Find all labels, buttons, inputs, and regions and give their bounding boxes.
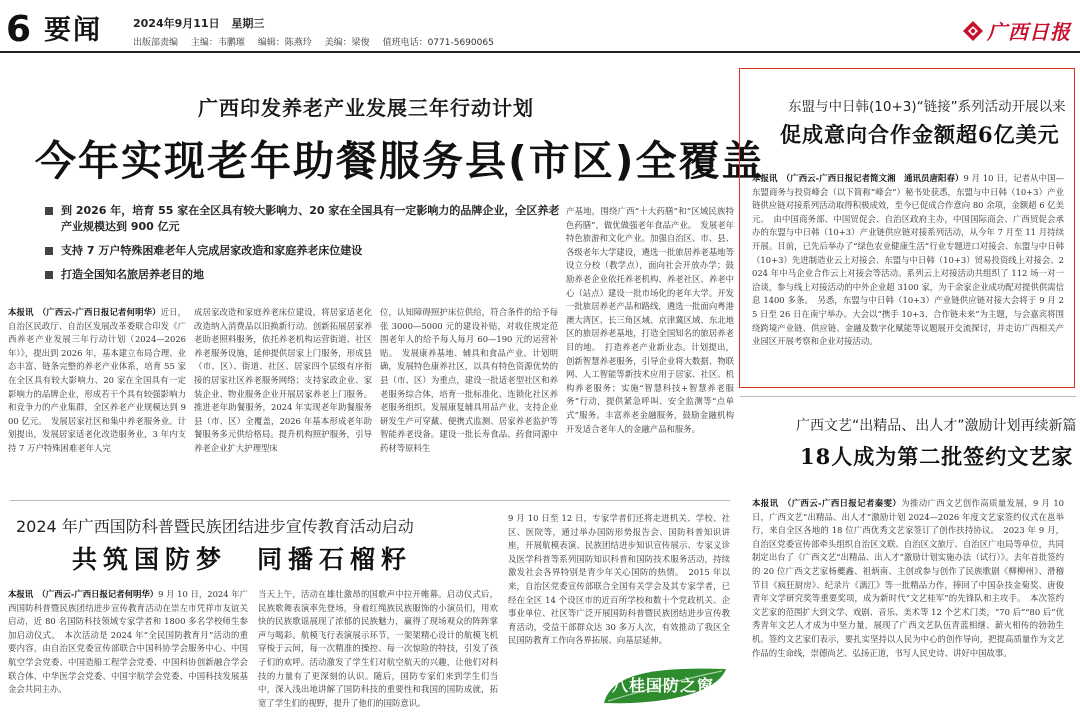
column-logo-badge bbox=[602, 665, 728, 707]
asean-lead: 本报讯 （广西云-广西日报记者简文湘 通讯员唐阳春） bbox=[752, 173, 964, 183]
artists-body bbox=[752, 497, 1064, 709]
artists-headline: 18人成为第二批签约文艺家 bbox=[800, 444, 1074, 469]
bullet-item bbox=[45, 243, 565, 259]
main-kicker: 广西印发养老产业发展三年行动计划 bbox=[198, 96, 534, 120]
defense-column-3: 9 月 10 日至 12 日，专家学者们还将走进机关、学校、社区、医院等，通过举办国防形势报告会、国防科普知识讲座，开展航模表演、民族团结进步知识宣传展示、专家义诊及医学科普等系列国防知识科普和国防技术服务活动，持续激发社会各界特别是青少年关心国防的热情。 2015 年以来，自治区党委宣传部联合全国有关学会及其专家学者，已经在全区 14 个设区市的近百所学校和数十个党政机关、企事业单位、社区等广泛开展国防科普暨民族团结进步宣传教育活动，受益干部群众达 30 多万人次，有效推动了我区全民国防教育工作向各界拓展、向基层延伸。 bbox=[508, 513, 730, 646]
artists-lead: 本报讯 （广西云-广西日报记者秦雯） bbox=[752, 498, 902, 508]
bullet-text: 打造全国知名旅居养老目的地 bbox=[61, 268, 204, 281]
logo-text: 广西日报 bbox=[987, 20, 1071, 44]
bullet-item bbox=[45, 267, 565, 283]
defense-headline-part-b: 同播石榴籽 bbox=[257, 545, 413, 574]
logo-mark-icon bbox=[962, 20, 984, 42]
defense-headline-part-a: 共筑国防梦 bbox=[72, 545, 228, 574]
editor-credit: 主编：韦鹏璀 bbox=[190, 38, 245, 48]
page-number: 6 bbox=[6, 9, 32, 50]
defense-column-1 bbox=[8, 588, 248, 710]
header-rule bbox=[0, 51, 1080, 53]
asean-body bbox=[752, 172, 1064, 380]
newspaper-logo bbox=[962, 16, 1071, 45]
masthead bbox=[0, 0, 1080, 62]
defense-column-2: 当天上午，活动在雄壮激昂的国歌声中拉开帷幕。启动仪式后，民族歌舞表演率先登场，身着红绳族民族服饰的小演员们，用欢快的民族歌谣展现了浓郁的民族魅力，赢得了现场观众的阵阵掌声与喝彩。航模飞行表演展示环节，一架架精心设计的航模飞机穿梭于云间，每一次精准的操控、每一次惊险的特技，引发了孩子们的欢呼。活动激发了学生们对航空航天的兴趣，让他们对科技的力量有了更深刻的认识。随后，国防专家们来到学生们当中，深入浅出地讲解了国防科技的重要性和我国的国防成就，拓宽了学生们的视野，提升了他们的国防意识。 bbox=[258, 589, 498, 708]
main-column-3: 位，认知障碍照护床位供给，符合条件的给予每张 3000—5000 元的建设补贴，对收住规定范围老年人的给予每人每月 60—190 元的运营补贴。 发展康养基地、辅具和食品产业。计划明确，发展特色康养社区，以具有特色资源优势的县（市、区）为重点，建设一批适老型社区和养老服务综合体，培育一批标准化、连锁化社区养老服务组织。发展康复辅具用品产业，支持企业研发生产可穿戴、便携式监测、居家养老监护等智能养老设备。建设一批长寿食品、药食同源中药材等原料生 bbox=[380, 307, 558, 453]
artists-kicker: 广西文艺“出精品、出人才”激励计划再续新篇 bbox=[796, 418, 1077, 434]
asean-text: 9 月 10 日，记者从中国—东盟商务与投资峰会（以下简称“峰会”）秘书处获悉，东盟与中日韩（10+3）产业链供应链对接系列活动取得积极成效，至今已促成合作意向 80 余项，金额超 6 亿美元。 由中国商务部、中国贸促会、自治区政府主办，中国国际商会、广西贸促会承办的东盟与中日韩（10+3）产业链供应链对接系列活动，从今年 7 月至 11 月持续开展。目前，已先后举办了“绿色农业健康生活”行业专题进口对接会、东盟与中日韩（10+3）先进制造业云上对接会、东盟与中日韩（10+3）贸易投资线上对接会、2024 年中马企业合作云上对接会等活动。系列云上对接活动共组织了 112 场一对一洽谈，参与线上对接活动的中外企业超 3100 家，为千余家企业成功配对提供供需信息 1400 多条。 另悉，东盟与中日韩（10+3）产业链供应链对接大会将于 9 月 25 日至 26 日在南宁举办。大会以“携手 10+3、合作链未来”为主题，与会嘉宾将围绕跨境产业链、供应链、金融及数字化赋能等议题展开交流探讨，并走访广西相关产业园区开展考察和企业对接活动。 bbox=[752, 173, 1064, 347]
section-name: 要闻 bbox=[44, 15, 102, 46]
square-bullet-icon bbox=[45, 271, 53, 279]
main-column-2: 成居家改造和家庭养老床位建设，将居家适老化改造纳入消费品以旧换新行动。创新拓展居家养老助老照料服务，依托养老机构运营街道、社区养老服务设施，延伸提供居家上门服务，形成县（市、区）、街道、社区、居家四个层级有序衔接的居家社区养老服务网络；支持家政企业、家装企业、物业服务企业开展居家养老上门服务。推进老年助餐服务，2024 年实现老年助餐服务县（市、区）全覆盖，2026 年基本形成老年助餐服务多元供给格局。提升机构照护服务，引导养老企业扩大护理型床 bbox=[194, 307, 372, 453]
bullet-text: 到 2026 年，培育 55 家在全区具有较大影响力、20 家在全国具有一定影响力的品牌企业，全区养老产业规模达到 900 亿元 bbox=[61, 204, 560, 233]
issue-unit: 出版部责编 bbox=[133, 38, 179, 48]
asean-headline: 促成意向合作金额超6亿美元 bbox=[780, 122, 1060, 147]
main-headline: 今年实现老年助餐服务县(市区)全覆盖 bbox=[35, 137, 765, 185]
staff-credits bbox=[133, 35, 504, 48]
weekday-text: 星期三 bbox=[231, 17, 265, 30]
square-bullet-icon bbox=[45, 207, 53, 215]
artists-text: 为推动广西文艺创作高质量发展，9 月 10 日，广西文艺“出精品、出人才”激励计划 2024—2026 年度文艺家签约仪式在邕举行，来自全区各地的 18 位广西优秀文艺家签订了创作扶持协议。 2023 年 9 月，自治区党委宣传部牵头组织自治区文联、自治区文旅厅、自治区广电局等单位，共同制定出台了《广西文艺“出精品、出人才”激励计划实施办法（试行）》。去年首批签约的 20 位广西文艺家杨夔鑫、祖炳南、主创或参与创作了民族歌剧《柳柳州》、滑稽节目《疯狂厨房》、纪录片《漓江》等一批精品力作，捧回了中国杂技金菊奖、唐俊青年文学研究奖等重要奖项，成为新时代“文艺桂军”的先锋队和主攻手。 本次签约文艺家的范围扩大到文学、戏剧、音乐、美术等 12 个艺术门类，“70 后”“80 后”优秀青年文艺人才成为中坚力量，展现了广西文艺队伍青蓝相继、薪火相传的勃勃生机。签约文艺家们表示，要扎实坚持以人民为中心的创作导向，把提高质量作为文艺作品的生命线，崇德尚艺、弘扬正道，书写人民史诗、讲好中国故事。 bbox=[752, 498, 1064, 658]
square-bullet-icon bbox=[45, 247, 53, 255]
defense-lead: 本报讯 （广西云-广西日报记者何明华） bbox=[8, 589, 159, 599]
main-bullets bbox=[45, 203, 565, 291]
main-column-4: 产基地，围绕广西“十大药膳”和“区域民族特色药膳”，做优做强老年食品产业。 发展老年特色旅游和文化产业。加强自治区、市、县、各级老年大学建设，遴选一批旅居养老基地等设立分校（教学点），面向社会开放办学；鼓励养老企业依托养老机构、养老社区、养老中心（站点）建设一批市场化的老年大学。开发一批旅居养老产品和路线，遴选一批面向粤港澳大湾区、长三角区域、京津冀区域、东北地区的旅居养老基地，打造全国知名的旅居养老目的地。 打造养老产业新业态。计划提出，创新智慧养老服务，引导企业将大数据、物联网、人工智能等新技术应用于居家、社区、机构养老服务；实施“智慧科技+智慧养老服务”行动，提供紧急呼叫、安全监测等“点单式”服务。丰富养老金融服务，鼓励金融机构开发适合老年人的金融产品和服务。 bbox=[566, 206, 734, 434]
bullet-item bbox=[45, 203, 565, 235]
column-logo-text: 八桂国防之窗 bbox=[612, 676, 715, 695]
main-col1-text: 近日，自治区民政厅、自治区发展改革委联合印发《广西养老产业发展三年行动计划（2024—2026年）》，提出到 2026 年，基本建立布局合理、业态丰富、链条完整的养老产业体系，培育 55 家在全区具有较大影响力、20 家在全国具有一定影响力的品牌企业，形成若干个具有较强影响力和竞争力的产业集群，全区养老产业规模达到 900 亿元。 发展居家社区和集中养老服务业。计划提出，发展居家适老化改造服务业，3 年内支持 7 万户特殊困难老年人完 bbox=[8, 307, 186, 453]
asean-kicker: 东盟与中日韩(10+3)“链接”系列活动开展以来 bbox=[788, 99, 1066, 115]
main-column-1 bbox=[8, 306, 186, 474]
defense-headline bbox=[72, 540, 412, 576]
bullet-text: 支持 7 万户特殊困难老年人完成居家改造和家庭养老床位建设 bbox=[61, 244, 363, 257]
main-lead: 本报讯 （广西云-广西日报记者何明华） bbox=[8, 307, 161, 317]
hotline-credit: 值班电话：0771-5690065 bbox=[382, 38, 494, 48]
copy-editor-credit: 编辑：陈燕玲 bbox=[257, 38, 312, 48]
defense-kicker: 2024 年广西国防科普暨民族团结进步宣传教育活动启动 bbox=[16, 517, 414, 536]
issue-date bbox=[133, 15, 272, 31]
bottom-divider bbox=[10, 500, 730, 501]
right-divider bbox=[740, 396, 1076, 397]
defense-col1-text: 9 月 10 日，2024 年广西国防科普暨民族团结进步宣传教育活动在崇左市凭祥市友谊关启动，近 80 名国防科技领域专家学者和 1800 多名学校师生参加启动仪式。 本次活动是 2024 年“全民国防教育月”活动的重要内容，由自治区党委宣传部联合中国科协学会服务中心、中国航空学会党委、中国造船工程学会党委、中国科协创新融合学会联合体、中华医学会党委、中国宇航学会党委、中国科技发展基金会共同主办。 bbox=[8, 589, 248, 695]
designer-credit: 美编：梁俊 bbox=[324, 38, 370, 48]
date-text: 2024年9月11日 bbox=[133, 17, 220, 30]
